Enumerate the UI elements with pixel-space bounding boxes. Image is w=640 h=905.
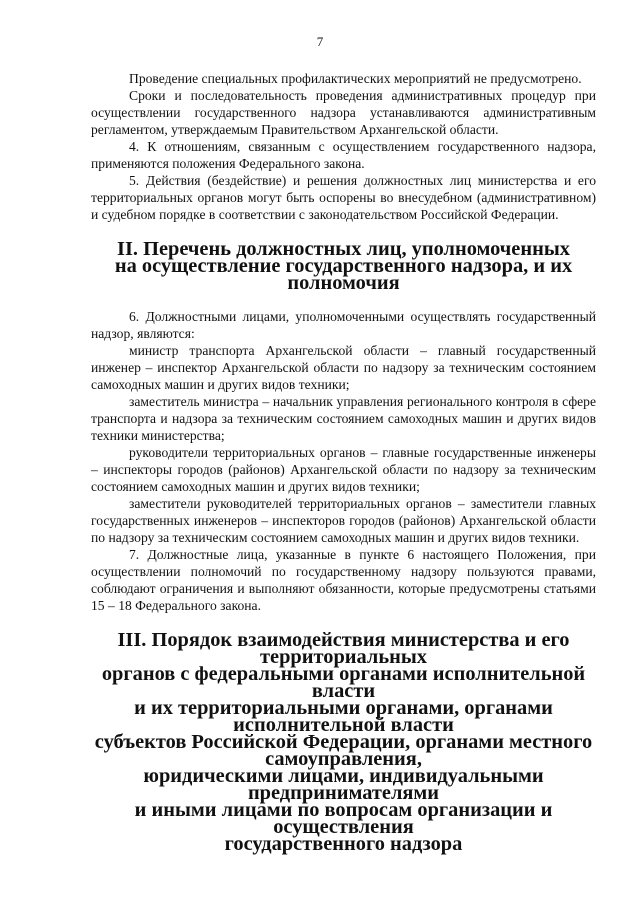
- page-number: 7: [316, 34, 324, 49]
- section-3-heading-line: субъектов Российской Федерации, органами местного самоуправления,: [94, 731, 593, 770]
- section-3-heading-line: органов с федеральными органами исполнительной власти: [101, 663, 586, 702]
- paragraph-5: 5. Действия (бездействие) и решения должностных лиц министерства и его территориальных органов могут быть оспорены во внесудебном (административном) и судебном порядке в соответствии с законодательством Российской Федерации.: [91, 173, 596, 222]
- section-3-heading-line: и иными лицами по вопросам организации и осуществления: [134, 799, 553, 838]
- list-item-territorial-deputies: заместители руководителей территориальных органов – заместители главных государственных инженеров – инспекторов городов (районов) Архангельской области по надзору за техническим состоянием самоходных машин и других видов техники.: [91, 496, 596, 545]
- section-3-heading-line: и их территориальными органами, органами исполнительной власти: [134, 697, 553, 736]
- document-body: [91, 70, 596, 853]
- paragraph-4: 4. К отношениям, связанным с осуществлением государственного надзора, применяются положения Федерального закона.: [91, 139, 596, 171]
- section-2-heading-line: на осуществление государственного надзора, и их полномочия: [114, 255, 573, 294]
- section-3-heading-line: III. Порядок взаимодействия министерства и его территориальных: [117, 629, 570, 668]
- section-2-heading-line: II. Перечень должностных лиц, уполномоченных: [117, 238, 570, 260]
- list-item-deputy-minister: заместитель министра – начальник управления регионального контроля в сфере транспорта и надзора за техническим состоянием самоходных машин и других видов техники министерства;: [91, 394, 596, 443]
- section-3-heading-line: юридическими лицами, индивидуальными предпринимателями: [143, 765, 544, 804]
- paragraph-6: 6. Должностными лицами, уполномоченными осуществлять государственный надзор, являются:: [91, 309, 596, 341]
- paragraph-prevention: Проведение специальных профилактических мероприятий не предусмотрено.: [129, 71, 582, 86]
- paragraph-procedures: Сроки и последовательность проведения административных процедур при осуществлении государственного надзора устанавливаются административным регламентом, утверждаемым Правительством Архангельской области.: [91, 88, 596, 137]
- section-3-heading-line: государственного надзора: [224, 833, 463, 855]
- list-item-minister: министр транспорта Архангельской области – главный государственный инженер – инспектор Архангельской области по надзору за техническим состоянием самоходных машин и других видов техники;: [91, 343, 596, 392]
- section-2-heading: [91, 238, 596, 294]
- section-3-heading: [91, 629, 596, 855]
- list-item-territorial-heads: руководители территориальных органов – главные государственные инженеры – инспекторы городов (районов) Архангельской области по надзору за техническим состоянием самоходных машин и других видов техники;: [91, 445, 596, 494]
- paragraph-7: 7. Должностные лица, указанные в пункте 6 настоящего Положения, при осуществлении полномочий по государственному надзору пользуются правами, соблюдают ограничения и выполняют обязанности, которые предусмотрены статьями 15 – 18 Федерального закона.: [91, 547, 596, 613]
